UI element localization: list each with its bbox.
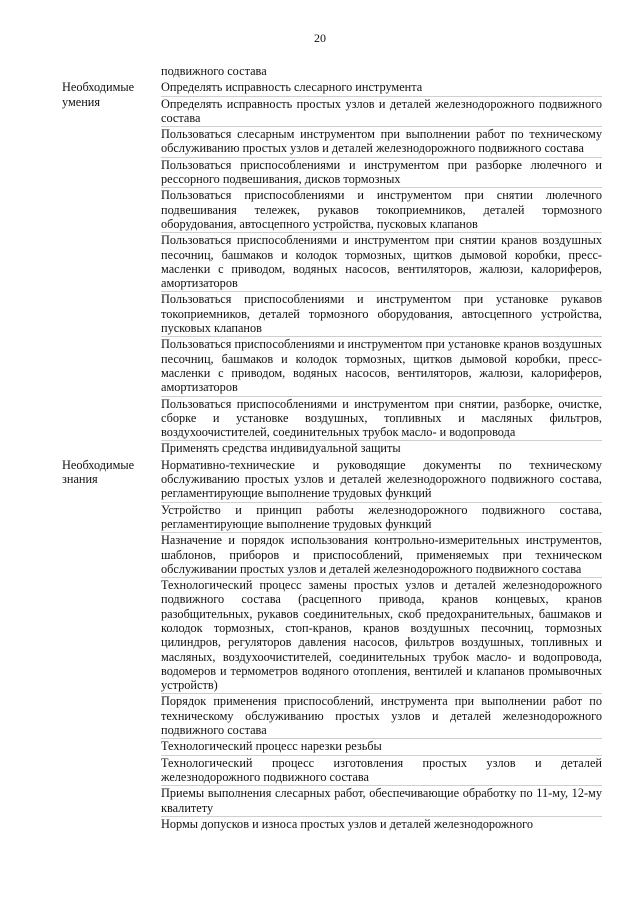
requirement-item: Технологический процесс замены простых узлов и деталей железнодорожного подвижного состава (расцепного привода, кранов концевых, кранов разобщительных, рукавов соединительных, скоб предохранительных, башмаков и колодок тормозных, стоп-кранов, кранов воздушных песочниц, тормозных цилиндров, регуляторов давления насосов, фильтров воздушных, топливных и масляных, воздухоочистителей, соединительных трубок масло- и водопровода, водомеров и термометров водяного отопления, вентилей и клапанов промывочных устройств) (161, 578, 602, 694)
requirement-item: Пользоваться приспособлениями и инструментом при установке кранов воздушных песочниц, башмаков и колодок тормозных, щитков дымовой коробки, пресс-масленки с приводом, водяных насосов, вентиляторов, жалюзи, калориферов, амортизаторов (161, 337, 602, 396)
table-row (62, 80, 602, 456)
requirement-item: Назначение и порядок использования контрольно-измерительных инструментов, шаблонов, приборов и приспособлений, применяемых при техническом обслуживании простых узлов и деталей железнодорожного подвижного состава (161, 533, 602, 578)
table-row (62, 458, 602, 832)
requirement-item: Пользоваться приспособлениями и инструментом при установке рукавов токоприемников, деталей тормозного оборудования, автосцепного устройства, пусковых клапанов (161, 292, 602, 337)
requirement-item: Технологический процесс нарезки резьбы (161, 739, 602, 755)
requirement-item: Применять средства индивидуальной защиты (161, 441, 401, 456)
requirement-item: Пользоваться слесарным инструментом при выполнении работ по техническому обслуживанию простых узлов и деталей железнодорожного подвижного состава (161, 127, 602, 158)
row-content (161, 458, 602, 832)
row-label (62, 64, 161, 79)
row-content (161, 80, 602, 456)
requirement-item: Порядок применения приспособлений, инструмента при выполнении работ по техническому обслуживанию простых узлов и деталей железнодорожного подвижного состава (161, 694, 602, 739)
requirement-item: Нормы допусков и износа простых узлов и деталей железнодорожного (161, 816, 534, 831)
requirement-item: Устройство и принцип работы железнодорожного подвижного состава, регламентирующие выполнение трудовых функций (161, 503, 602, 534)
requirement-item: Пользоваться приспособлениями и инструментом при снятии люлечного подвешивания тележек, рукавов токоприемников, деталей тормозного оборудования, автосцепного устройства, пусковых клапанов (161, 188, 602, 233)
requirement-item: Определять исправность простых узлов и деталей железнодорожного подвижного состава (161, 97, 602, 128)
requirements-table (62, 64, 602, 832)
requirement-item: Определять исправность слесарного инструмента (161, 80, 602, 96)
requirement-item: подвижного состава (161, 64, 267, 78)
row-label: Необходимые умения (62, 80, 135, 109)
page-number: 20 (314, 31, 326, 45)
table-row (62, 64, 602, 79)
row-content (161, 64, 602, 79)
requirement-item: Технологический процесс изготовления простых узлов и деталей железнодорожного подвижного состава (161, 756, 602, 787)
requirement-item: Пользоваться приспособлениями и инструментом при разборке люлечного и рессорного подвешивания, дисков тормозных (161, 158, 602, 189)
row-label: Необходимые знания (62, 457, 135, 487)
requirement-item: Пользоваться приспособлениями и инструментом при снятии, разборке, очистке, сборке и установке воздушных, топливных и масляных фильтров, воздухоочистителей, соединительных трубок масло- и водопровода (161, 397, 602, 442)
requirement-item: Нормативно-технические и руководящие документы по техническому обслуживанию простых узлов и деталей железнодорожного подвижного состава, регламентирующие выполнение трудовых функций (161, 458, 602, 503)
requirement-item: Приемы выполнения слесарных работ, обеспечивающие обработку по 11-му, 12-му квалитету (161, 786, 602, 817)
requirement-item: Пользоваться приспособлениями и инструментом при снятии кранов воздушных песочниц, башмаков и колодок тормозных, щитков дымовой коробки, пресс-масленки с приводом, водяных насосов, вентиляторов, жалюзи, калориферов, амортизаторов (161, 233, 602, 292)
